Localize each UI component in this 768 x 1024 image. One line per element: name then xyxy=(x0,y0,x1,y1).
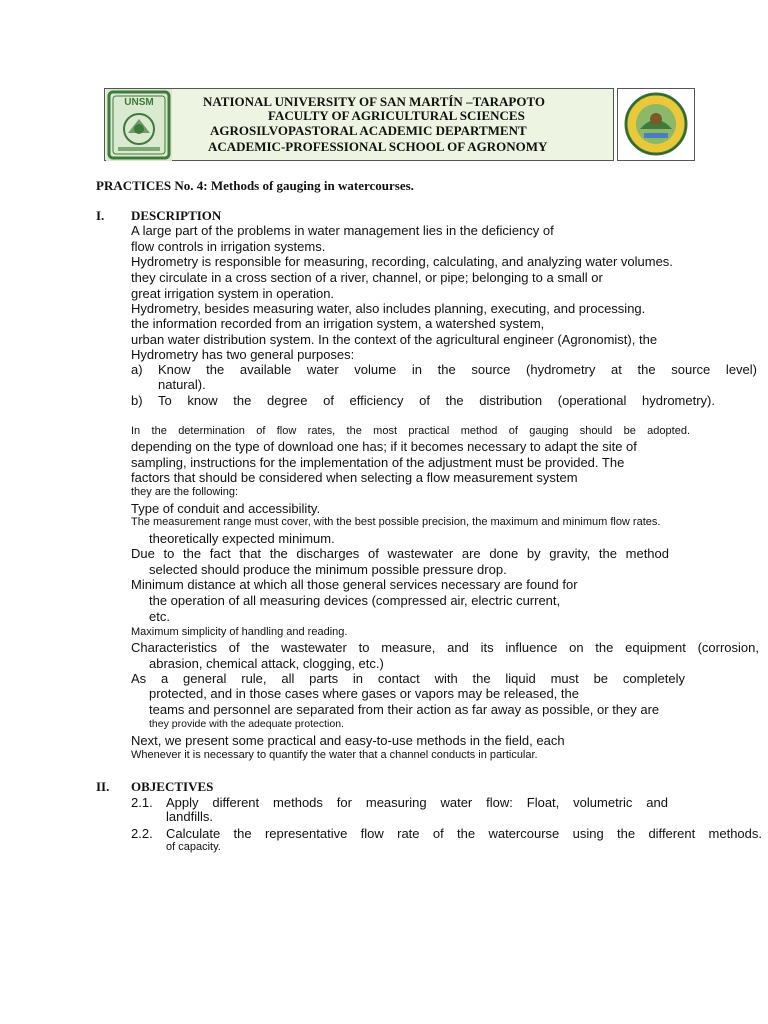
desc-line: great irrigation system in operation. xyxy=(131,286,335,301)
desc-line: Hydrometry, besides measuring water, also includes planning, executing, and processing. xyxy=(131,301,646,316)
objective-2-text: Calculate the representative flow rate of the watercourse using the different methods. xyxy=(166,826,762,841)
para2-line: Due to the fact that the discharges of wastewater are done by gravity, the method xyxy=(131,546,669,561)
item-b-text: To know the degree of efficiency of the distribution (operational hydrometry). xyxy=(158,393,715,408)
item-b-label: b) xyxy=(131,393,143,408)
desc-line: Hydrometry is responsible for measuring, recording, calculating, and analyzing water volumes. xyxy=(131,254,673,269)
para2-line: depending on the type of download one has; if it becomes necessary to adapt the site of xyxy=(131,439,637,454)
faculty-logo xyxy=(618,89,694,160)
para2-line: the operation of all measuring devices (compressed air, electric current, xyxy=(149,593,561,608)
para2-line: factors that should be considered when selecting a flow measurement system xyxy=(131,470,578,485)
item-a-label: a) xyxy=(131,362,143,377)
objective-2-text-cont: of capacity. xyxy=(166,841,221,853)
item-a-text-cont: natural). xyxy=(158,377,206,392)
section-2-number: II. xyxy=(96,779,110,794)
university-logo xyxy=(106,89,172,161)
desc-line: flow controls in irrigation systems. xyxy=(131,239,326,254)
para2-line: selected should produce the minimum possible pressure drop. xyxy=(149,562,507,577)
para2-line: The measurement range must cover, with the best possible precision, the maximum and minimum flow rates. xyxy=(131,516,661,528)
para2-line: Maximum simplicity of handling and reading. xyxy=(131,626,348,638)
item-a-text: Know the available water volume in the source (hydrometry at the source level) xyxy=(158,362,757,377)
desc-line: Hydrometry has two general purposes: xyxy=(131,347,355,362)
para2-line: teams and personnel are separated from their action as far away as possible, or they are xyxy=(149,702,660,717)
para2-line: Next, we present some practical and easy-to-use methods in the field, each xyxy=(131,733,565,748)
objective-1-text: Apply different methods for measuring water flow: Float, volumetric and xyxy=(166,795,668,810)
university-name: NATIONAL UNIVERSITY OF SAN MARTÍN –TARAPOTO xyxy=(203,94,546,109)
para2-line: In the determination of flow rates, the most practical method of gauging should be adopted. xyxy=(131,425,690,437)
para2-line: theoretically expected minimum. xyxy=(149,531,335,546)
desc-line: they circulate in a cross section of a river, channel, or pipe; belonging to a small or xyxy=(131,270,603,285)
objective-2-number: 2.2. xyxy=(131,826,153,841)
para2-line: protected, and in those cases where gases or vapors may be released, the xyxy=(149,686,579,701)
para2-line: sampling, instructions for the implementation of the adjustment must be provided. The xyxy=(131,455,625,470)
para2-line: abrasion, chemical attack, clogging, etc.) xyxy=(149,656,384,671)
logo-left-text: UNSM xyxy=(124,97,154,108)
objective-1-text-cont: landfills. xyxy=(166,809,213,824)
para2-line: they are the following: xyxy=(131,486,239,498)
para2-line: Characteristics of the wastewater to measure, and its influence on the equipment (corrosion, xyxy=(131,640,759,655)
para2-line: Minimum distance at which all those general services necessary are found for xyxy=(131,577,578,592)
desc-line: A large part of the problems in water management lies in the deficiency of xyxy=(131,223,554,238)
para2-line: etc. xyxy=(149,609,170,624)
section-2-heading: OBJECTIVES xyxy=(131,779,214,794)
section-1-number: I. xyxy=(96,208,105,223)
desc-line: urban water distribution system. In the context of the agricultural engineer (Agronomist), the xyxy=(131,332,658,347)
desc-line: the information recorded from an irrigation system, a watershed system, xyxy=(131,316,545,331)
school-name: ACADEMIC-PROFESSIONAL SCHOOL OF AGRONOMY xyxy=(208,139,548,154)
para2-line: they provide with the adequate protection. xyxy=(149,718,344,730)
faculty-logo-frame xyxy=(617,88,695,161)
para2-line: Type of conduit and accessibility. xyxy=(131,501,321,516)
department-name: AGROSILVOPASTORAL ACADEMIC DEPARTMENT xyxy=(210,123,527,138)
para2-line: Whenever it is necessary to quantify the water that a channel conducts in particular. xyxy=(131,749,538,761)
objective-1-number: 2.1. xyxy=(131,795,153,810)
para2-line: As a general rule, all parts in contact with the liquid must be completely xyxy=(131,671,685,686)
section-1-heading: DESCRIPTION xyxy=(131,208,222,223)
practice-title: PRACTICES No. 4: Methods of gauging in watercourses. xyxy=(96,178,414,193)
faculty-name: FACULTY OF AGRICULTURAL SCIENCES xyxy=(268,108,525,123)
